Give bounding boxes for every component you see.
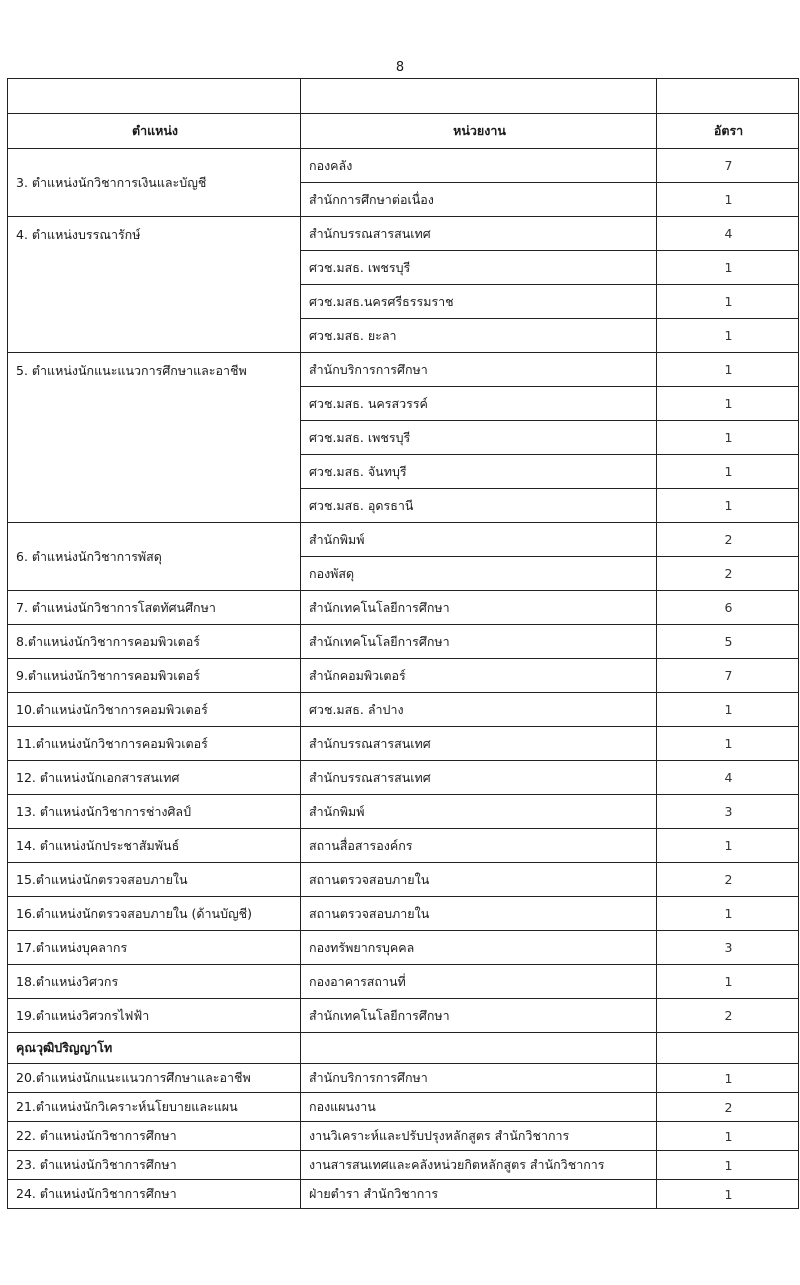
table-row (8, 353, 799, 387)
unit-cell: สำนักบรรณสารสนเทศ (301, 761, 657, 795)
table-row (8, 149, 799, 183)
rate-cell: 3 (657, 795, 799, 829)
unit-cell: กองแผนงาน (301, 1093, 657, 1122)
rate-cell: 1 (657, 693, 799, 727)
table-row (8, 523, 799, 557)
position-cell: 8.ตำแหน่งนักวิชาการคอมพิวเตอร์ (8, 625, 301, 659)
position-cell: 22. ตำแหน่งนักวิชาการศึกษา (8, 1122, 301, 1151)
table-row (8, 1064, 799, 1093)
rate-cell: 1 (657, 285, 799, 319)
rate-cell: 1 (657, 489, 799, 523)
rate-cell: 1 (657, 251, 799, 285)
rate-cell: 1 (657, 353, 799, 387)
header-unit: หน่วยงาน (301, 114, 657, 149)
position-cell: 3. ตำแหน่งนักวิชาการเงินและบัญชี (8, 149, 301, 217)
position-cell: 18.ตำแหน่งวิศวกร (8, 965, 301, 999)
unit-cell: สถานสื่อสารองค์กร (301, 829, 657, 863)
unit-cell: ศวช.มสธ. จันทบุรี (301, 455, 657, 489)
position-cell: 12. ตำแหน่งนักเอกสารสนเทศ (8, 761, 301, 795)
rate-cell: 1 (657, 421, 799, 455)
table-row (8, 965, 799, 999)
position-cell: 23. ตำแหน่งนักวิชาการศึกษา (8, 1151, 301, 1180)
table-row (8, 591, 799, 625)
table-row (8, 1180, 799, 1209)
unit-cell: สำนักบรรณสารสนเทศ (301, 727, 657, 761)
table-row (8, 999, 799, 1033)
position-cell: 11.ตำแหน่งนักวิชาการคอมพิวเตอร์ (8, 727, 301, 761)
rate-cell: 1 (657, 897, 799, 931)
table-header-row (8, 114, 799, 149)
singles-rows (8, 591, 799, 1033)
position-cell: 7. ตำแหน่งนักวิชาการโสตทัศนศึกษา (8, 591, 301, 625)
table-row (8, 217, 799, 251)
unit-cell: งานสารสนเทศและคลังหน่วยกิตหลักสูตร สำนักวิชาการ (301, 1151, 657, 1180)
rate-cell: 3 (657, 931, 799, 965)
position-cell: 14. ตำแหน่งนักประชาสัมพันธ์ (8, 829, 301, 863)
table-row (8, 1151, 799, 1180)
rate-cell: 4 (657, 761, 799, 795)
unit-cell: สำนักการศึกษาต่อเนื่อง (301, 183, 657, 217)
unit-cell: กองทรัพยากรบุคคล (301, 931, 657, 965)
table-row (8, 625, 799, 659)
unit-cell: ศวช.มสธ. อุดรธานี (301, 489, 657, 523)
page-number: 8 (395, 60, 405, 75)
rate-cell: 1 (657, 183, 799, 217)
unit-cell: สถานตรวจสอบภายใน (301, 897, 657, 931)
table-row (8, 1093, 799, 1122)
masters-rows (8, 1064, 799, 1209)
unit-cell: สำนักพิมพ์ (301, 795, 657, 829)
unit-cell: ฝ่ายตำรา สำนักวิชาการ (301, 1180, 657, 1209)
unit-cell: ศวช.มสธ. ยะลา (301, 319, 657, 353)
rate-cell: 1 (657, 1064, 799, 1093)
header-position: ตำแหน่ง (8, 114, 301, 149)
rate-cell: 1 (657, 387, 799, 421)
unit-cell: สำนักคอมพิวเตอร์ (301, 659, 657, 693)
position-cell: 17.ตำแหน่งบุคลากร (8, 931, 301, 965)
position-cell: 21.ตำแหน่งนักวิเคราะห์นโยบายและแผน (8, 1093, 301, 1122)
table-top-row (8, 79, 799, 114)
table-row (8, 897, 799, 931)
unit-cell: สำนักพิมพ์ (301, 523, 657, 557)
unit-cell: สำนักบริการการศึกษา (301, 1064, 657, 1093)
unit-cell: สถานตรวจสอบภายใน (301, 863, 657, 897)
unit-cell: ศวช.มสธ.นครศรีธรรมราช (301, 285, 657, 319)
rate-cell: 1 (657, 829, 799, 863)
position-cell: 5. ตำแหน่งนักแนะแนวการศึกษาและอาชีพ (8, 353, 301, 523)
rate-cell: 1 (657, 1151, 799, 1180)
rate-cell: 7 (657, 659, 799, 693)
table-row (8, 727, 799, 761)
table-row (8, 931, 799, 965)
unit-cell: ศวช.มสธ. นครสวรรค์ (301, 387, 657, 421)
position-cell: 9.ตำแหน่งนักวิชาการคอมพิวเตอร์ (8, 659, 301, 693)
rate-cell: 1 (657, 1122, 799, 1151)
section-heading: คุณวุฒิปริญญาโท (8, 1033, 301, 1064)
rate-cell: 6 (657, 591, 799, 625)
section-heading-row (8, 1033, 799, 1064)
unit-cell: ศวช.มสธ. ลำปาง (301, 693, 657, 727)
position-cell: 20.ตำแหน่งนักแนะแนวการศึกษาและอาชีพ (8, 1064, 301, 1093)
position-cell: 16.ตำแหน่งนักตรวจสอบภายใน (ด้านบัญชี) (8, 897, 301, 931)
rate-cell: 7 (657, 149, 799, 183)
table-row (8, 761, 799, 795)
rate-cell: 2 (657, 523, 799, 557)
table-row (8, 829, 799, 863)
rate-cell: 2 (657, 863, 799, 897)
position-cell: 15.ตำแหน่งนักตรวจสอบภายใน (8, 863, 301, 897)
rate-cell: 1 (657, 1180, 799, 1209)
position-cell: 6. ตำแหน่งนักวิชาการพัสดุ (8, 523, 301, 591)
table-row (8, 795, 799, 829)
header-rate: อัตรา (657, 114, 799, 149)
table-row (8, 863, 799, 897)
unit-cell: ศวช.มสธ. เพชรบุรี (301, 251, 657, 285)
unit-cell: กองอาคารสถานที่ (301, 965, 657, 999)
rate-cell: 1 (657, 727, 799, 761)
unit-cell: งานวิเคราะห์และปรับปรุงหลักสูตร สำนักวิชาการ (301, 1122, 657, 1151)
unit-cell: สำนักเทคโนโลยีการศึกษา (301, 625, 657, 659)
unit-cell: สำนักบรรณสารสนเทศ (301, 217, 657, 251)
rate-cell: 2 (657, 557, 799, 591)
unit-cell: สำนักเทคโนโลยีการศึกษา (301, 999, 657, 1033)
rate-cell: 1 (657, 319, 799, 353)
rate-cell: 2 (657, 999, 799, 1033)
unit-cell: ศวช.มสธ. เพชรบุรี (301, 421, 657, 455)
unit-cell: สำนักเทคโนโลยีการศึกษา (301, 591, 657, 625)
position-cell: 24. ตำแหน่งนักวิชาการศึกษา (8, 1180, 301, 1209)
position-cell: 10.ตำแหน่งนักวิชาการคอมพิวเตอร์ (8, 693, 301, 727)
position-cell: 13. ตำแหน่งนักวิชาการช่างศิลป์ (8, 795, 301, 829)
rate-cell: 1 (657, 455, 799, 489)
rate-cell: 1 (657, 965, 799, 999)
rate-cell: 5 (657, 625, 799, 659)
unit-cell: สำนักบริการการศึกษา (301, 353, 657, 387)
table-row (8, 659, 799, 693)
table-row (8, 693, 799, 727)
rate-cell: 4 (657, 217, 799, 251)
position-cell: 4. ตำแหน่งบรรณารักษ์ (8, 217, 301, 353)
rate-cell: 2 (657, 1093, 799, 1122)
unit-cell: กองคลัง (301, 149, 657, 183)
table-row (8, 1122, 799, 1151)
unit-cell: กองพัสดุ (301, 557, 657, 591)
position-cell: 19.ตำแหน่งวิศวกรไฟฟ้า (8, 999, 301, 1033)
positions-table (7, 78, 799, 1209)
